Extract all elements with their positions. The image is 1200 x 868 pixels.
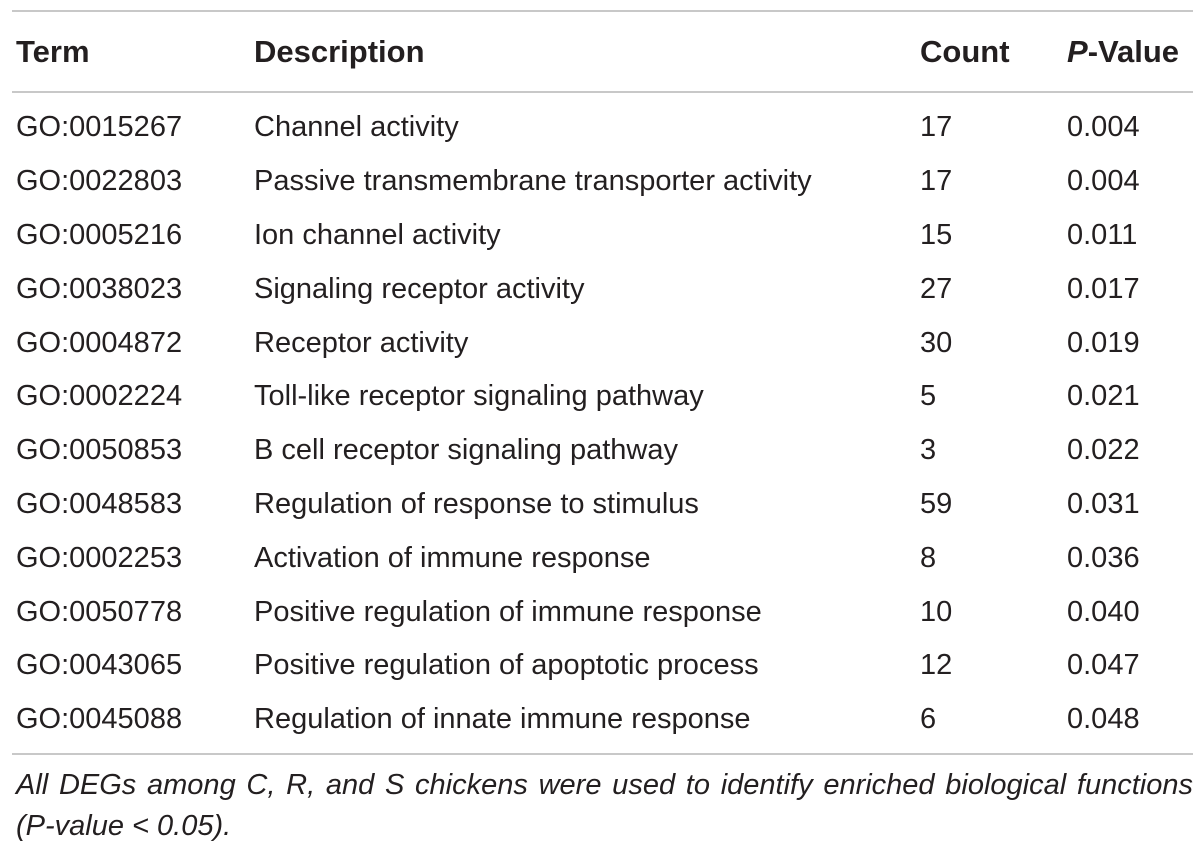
cell-count: 59	[920, 487, 953, 520]
cell-pvalue: 0.004	[1067, 111, 1140, 144]
cell-description: Signaling receptor activity	[254, 272, 585, 305]
cell-pvalue: 0.019	[1067, 326, 1140, 359]
header-row	[12, 11, 1193, 92]
header-pvalue-suffix: -Value	[1087, 33, 1180, 69]
go-enrichment-table-container	[12, 0, 1193, 847]
cell-description: Receptor activity	[254, 326, 469, 359]
cell-count: 12	[920, 649, 953, 682]
cell-term: GO:0048583	[16, 487, 183, 520]
cell-pvalue: 0.022	[1067, 434, 1140, 467]
header-term: Term	[16, 33, 90, 69]
cell-count: 10	[920, 595, 953, 628]
table-row	[12, 92, 1193, 155]
cell-description: Positive regulation of apoptotic process	[254, 649, 759, 682]
cell-description: Ion channel activity	[254, 218, 501, 251]
cell-term: GO:0050778	[16, 595, 183, 628]
go-enrichment-table	[12, 10, 1193, 847]
cell-term: GO:0045088	[16, 703, 183, 736]
header-count: Count	[920, 33, 1010, 69]
header-pvalue-prefix: P	[1067, 33, 1088, 69]
cell-term: GO:0002253	[16, 541, 183, 574]
cell-count: 27	[920, 272, 953, 305]
cell-description: Channel activity	[254, 111, 459, 144]
cell-pvalue: 0.017	[1067, 272, 1140, 305]
table-header	[12, 11, 1193, 92]
cell-term: GO:0002224	[16, 380, 183, 413]
cell-pvalue: 0.036	[1067, 541, 1140, 574]
table-row	[12, 531, 1193, 585]
cell-count: 15	[920, 218, 953, 251]
cell-count: 6	[920, 703, 937, 736]
cell-term: GO:0038023	[16, 272, 183, 305]
cell-pvalue: 0.021	[1067, 380, 1140, 413]
table-row	[12, 585, 1193, 639]
table-footer	[12, 754, 1193, 847]
table-row	[12, 478, 1193, 532]
cell-description: Regulation of response to stimulus	[254, 487, 699, 520]
table-row	[12, 209, 1193, 263]
cell-description: B cell receptor signaling pathway	[254, 434, 678, 467]
cell-term: GO:0043065	[16, 649, 183, 682]
cell-count: 3	[920, 434, 937, 467]
cell-pvalue: 0.004	[1067, 165, 1140, 198]
cell-count: 17	[920, 111, 953, 144]
cell-description: Regulation of innate immune response	[254, 703, 751, 736]
cell-term: GO:0005216	[16, 218, 183, 251]
cell-pvalue: 0.040	[1067, 595, 1140, 628]
table-row	[12, 155, 1193, 209]
cell-description: Toll-like receptor signaling pathway	[254, 380, 704, 413]
table-row	[12, 693, 1193, 754]
cell-description: Passive transmembrane transporter activity	[254, 165, 812, 198]
table-row	[12, 316, 1193, 370]
cell-pvalue: 0.048	[1067, 703, 1140, 736]
table-footnote: All DEGs among C, R, and S chickens were used to identify enriched biological functions (P-value < 0.05).	[16, 768, 1193, 842]
cell-description: Positive regulation of immune response	[254, 595, 762, 628]
cell-pvalue: 0.031	[1067, 487, 1140, 520]
cell-count: 5	[920, 380, 937, 413]
cell-term: GO:0050853	[16, 434, 183, 467]
table-row	[12, 370, 1193, 424]
cell-term: GO:0004872	[16, 326, 183, 359]
header-description: Description	[254, 33, 425, 69]
cell-term: GO:0022803	[16, 165, 183, 198]
cell-count: 17	[920, 165, 953, 198]
cell-pvalue: 0.047	[1067, 649, 1140, 682]
cell-term: GO:0015267	[16, 111, 183, 144]
table-row	[12, 639, 1193, 693]
table-body	[12, 92, 1193, 754]
table-row	[12, 424, 1193, 478]
table-row	[12, 262, 1193, 316]
footnote-row	[12, 754, 1193, 847]
cell-description: Activation of immune response	[254, 541, 651, 574]
cell-count: 30	[920, 326, 953, 359]
header-pvalue	[1063, 11, 1193, 92]
cell-pvalue: 0.011	[1067, 218, 1138, 251]
cell-count: 8	[920, 541, 937, 574]
